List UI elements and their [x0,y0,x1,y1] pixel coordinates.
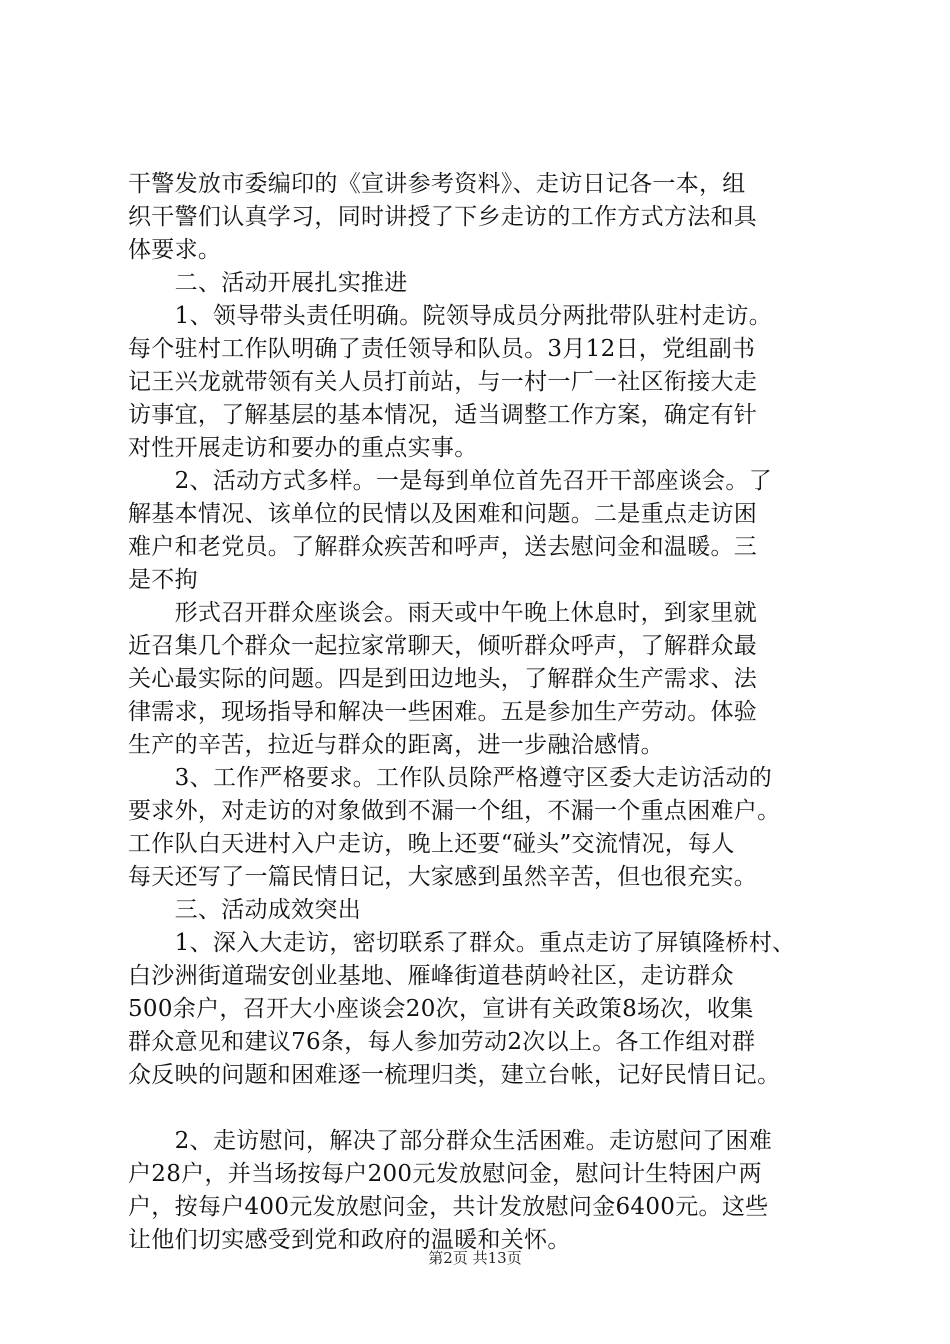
text-line: 工作队白天进村入户走访，晚上还要“碰头”交流情况，每人 [128,831,735,857]
section-heading: 三、活动成效突出 [128,897,361,923]
text-line: 关心最实际的问题。四是到田边地头，了解群众生产需求、法 [128,666,758,692]
text-line: 律需求，现场指导和解决一些困难。五是参加生产劳动。体验 [128,699,758,725]
text-line: 体要求。 [128,237,222,263]
blank-line [128,1092,828,1125]
text-line: 群众意见和建议76条，每人参加劳动2次以上。各工作组对群 [128,1029,756,1055]
text-line: 对性开展走访和要办的重点实事。 [128,435,478,461]
text-line: 1、领导带头责任明确。院领导成员分两批带队驻村走访。 [128,303,773,329]
text-line: 500余户，召开大小座谈会20次，宣讲有关政策8场次，收集 [128,996,754,1022]
text-line: 户，按每户400元发放慰问金，共计发放慰问金6400元。这些 [128,1194,769,1220]
page-footer [0,1248,950,1268]
text-line: 生产的辛苦，拉近与群众的距离，进一步融洽感情。 [128,732,664,758]
text-line: 织干警们认真学习，同时讲授了下乡走访的工作方式方法和具 [128,204,758,230]
section-heading: 二、活动开展扎实推进 [128,270,408,296]
text-line: 户28户，并当场按每户200元发放慰问金，慰问计生特困户两 [128,1161,762,1187]
text-line: 白沙洲街道瑞安创业基地、雁峰街道巷荫岭社区，走访群众 [128,963,734,989]
text-line: 2、走访慰问，解决了部分群众生活困难。走访慰问了困难 [128,1128,773,1154]
document-body [128,168,828,1257]
text-line: 众反映的问题和困难逐一梳理归类，建立台帐，记好民情日记。 [128,1062,781,1088]
text-line: 记王兴龙就带领有关人员打前站，与一村一厂一社区衔接大走 [128,369,758,395]
text-line: 要求外，对走访的对象做到不漏一个组，不漏一个重点困难户。 [128,798,781,824]
text-line: 形式召开群众座谈会。雨天或中午晚上休息时，到家里就 [128,600,758,626]
text-line: 是不拘 [128,567,198,593]
text-line: 2、活动方式多样。一是每到单位首先召开干部座谈会。了 [128,468,773,494]
text-line: 干警发放市委编印的《宣讲参考资料》、走访日记各一本，组 [128,171,746,197]
text-line: 难户和老党员。了解群众疾苦和呼声，送去慰问金和温暖。三 [128,534,758,560]
text-line: 每天还写了一篇民情日记，大家感到虽然辛苦，但也很充实。 [128,864,758,890]
text-line: 近召集几个群众一起拉家常聊天，倾听群众呼声，了解群众最 [128,633,758,659]
text-line: 让他们切实感受到党和政府的温暖和关怀。 [128,1227,571,1253]
text-line: 每个驻村工作队明确了责任领导和队员。3月12日，党组副书 [128,336,756,362]
page-number: 第2页 共13页 [428,1249,522,1267]
text-line: 3、工作严格要求。工作队员除严格遵守区委大走访活动的 [128,765,773,791]
text-line: 1、深入大走访，密切联系了群众。重点走访了屏镇隆桥村、 [128,930,796,956]
text-line: 解基本情况、该单位的民情以及困难和问题。二是重点走访困 [128,501,758,527]
text-line: 访事宜，了解基层的基本情况，适当调整工作方案，确定有针 [128,402,758,428]
